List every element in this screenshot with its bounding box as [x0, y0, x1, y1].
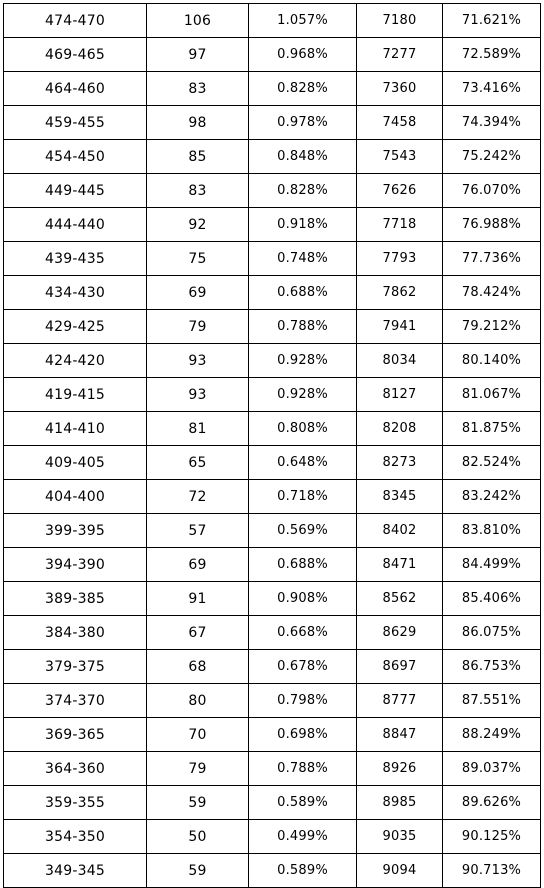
cumulative-count-cell: 7626 — [357, 174, 443, 208]
score-range-cell: 354-350 — [4, 820, 147, 854]
cumulative-percent-cell: 77.736% — [443, 242, 541, 276]
cumulative-count-cell: 7793 — [357, 242, 443, 276]
cumulative-count-cell: 8697 — [357, 650, 443, 684]
cumulative-count-cell: 7277 — [357, 38, 443, 72]
cumulative-percent-cell: 74.394% — [443, 106, 541, 140]
percent-cell: 0.828% — [249, 174, 357, 208]
count-cell: 75 — [147, 242, 249, 276]
score-range-cell: 349-345 — [4, 854, 147, 888]
percent-cell: 0.808% — [249, 412, 357, 446]
count-cell: 59 — [147, 854, 249, 888]
table-row — [4, 4, 541, 38]
cumulative-percent-cell: 81.067% — [443, 378, 541, 412]
score-range-cell: 384-380 — [4, 616, 147, 650]
score-range-cell: 414-410 — [4, 412, 147, 446]
score-range-cell: 399-395 — [4, 514, 147, 548]
cumulative-count-cell: 8034 — [357, 344, 443, 378]
count-cell: 93 — [147, 378, 249, 412]
score-range-cell: 369-365 — [4, 718, 147, 752]
table-row — [4, 378, 541, 412]
table-row — [4, 480, 541, 514]
score-range-cell: 444-440 — [4, 208, 147, 242]
percent-cell: 0.788% — [249, 310, 357, 344]
score-range-cell: 474-470 — [4, 4, 147, 38]
percent-cell: 0.688% — [249, 548, 357, 582]
percent-cell: 0.788% — [249, 752, 357, 786]
table-row — [4, 446, 541, 480]
percent-cell: 0.928% — [249, 378, 357, 412]
score-distribution-table-container — [3, 3, 540, 888]
cumulative-percent-cell: 71.621% — [443, 4, 541, 38]
cumulative-count-cell: 8345 — [357, 480, 443, 514]
count-cell: 79 — [147, 752, 249, 786]
table-row — [4, 208, 541, 242]
cumulative-count-cell: 8629 — [357, 616, 443, 650]
table-row — [4, 854, 541, 888]
score-range-cell: 374-370 — [4, 684, 147, 718]
table-row — [4, 548, 541, 582]
cumulative-count-cell: 7862 — [357, 276, 443, 310]
count-cell: 70 — [147, 718, 249, 752]
count-cell: 83 — [147, 174, 249, 208]
score-range-cell: 449-445 — [4, 174, 147, 208]
count-cell: 91 — [147, 582, 249, 616]
table-row — [4, 344, 541, 378]
percent-cell: 0.668% — [249, 616, 357, 650]
percent-cell: 0.718% — [249, 480, 357, 514]
table-row — [4, 38, 541, 72]
table-row — [4, 140, 541, 174]
cumulative-count-cell: 7180 — [357, 4, 443, 38]
cumulative-percent-cell: 86.753% — [443, 650, 541, 684]
cumulative-count-cell: 8926 — [357, 752, 443, 786]
score-distribution-table — [3, 3, 541, 888]
cumulative-percent-cell: 72.589% — [443, 38, 541, 72]
count-cell: 69 — [147, 548, 249, 582]
count-cell: 98 — [147, 106, 249, 140]
cumulative-count-cell: 7458 — [357, 106, 443, 140]
cumulative-percent-cell: 84.499% — [443, 548, 541, 582]
cumulative-percent-cell: 85.406% — [443, 582, 541, 616]
table-row — [4, 752, 541, 786]
percent-cell: 0.918% — [249, 208, 357, 242]
percent-cell: 0.499% — [249, 820, 357, 854]
cumulative-count-cell: 8127 — [357, 378, 443, 412]
score-range-cell: 439-435 — [4, 242, 147, 276]
cumulative-percent-cell: 81.875% — [443, 412, 541, 446]
cumulative-percent-cell: 78.424% — [443, 276, 541, 310]
cumulative-percent-cell: 79.212% — [443, 310, 541, 344]
count-cell: 57 — [147, 514, 249, 548]
cumulative-count-cell: 9035 — [357, 820, 443, 854]
score-range-cell: 394-390 — [4, 548, 147, 582]
percent-cell: 0.698% — [249, 718, 357, 752]
count-cell: 85 — [147, 140, 249, 174]
cumulative-percent-cell: 80.140% — [443, 344, 541, 378]
table-row — [4, 650, 541, 684]
count-cell: 81 — [147, 412, 249, 446]
count-cell: 79 — [147, 310, 249, 344]
table-row — [4, 106, 541, 140]
cumulative-count-cell: 9094 — [357, 854, 443, 888]
table-row — [4, 718, 541, 752]
score-range-cell: 379-375 — [4, 650, 147, 684]
score-range-cell: 424-420 — [4, 344, 147, 378]
percent-cell: 0.928% — [249, 344, 357, 378]
cumulative-count-cell: 8402 — [357, 514, 443, 548]
percent-cell: 0.688% — [249, 276, 357, 310]
percent-cell: 0.798% — [249, 684, 357, 718]
score-range-cell: 404-400 — [4, 480, 147, 514]
percent-cell: 0.978% — [249, 106, 357, 140]
count-cell: 65 — [147, 446, 249, 480]
cumulative-percent-cell: 73.416% — [443, 72, 541, 106]
cumulative-percent-cell: 76.988% — [443, 208, 541, 242]
count-cell: 67 — [147, 616, 249, 650]
cumulative-count-cell: 7360 — [357, 72, 443, 106]
count-cell: 106 — [147, 4, 249, 38]
count-cell: 68 — [147, 650, 249, 684]
score-range-cell: 459-455 — [4, 106, 147, 140]
score-range-cell: 464-460 — [4, 72, 147, 106]
table-row — [4, 242, 541, 276]
cumulative-percent-cell: 83.810% — [443, 514, 541, 548]
table-row — [4, 616, 541, 650]
cumulative-percent-cell: 83.242% — [443, 480, 541, 514]
score-range-cell: 469-465 — [4, 38, 147, 72]
percent-cell: 0.748% — [249, 242, 357, 276]
cumulative-count-cell: 7543 — [357, 140, 443, 174]
cumulative-percent-cell: 87.551% — [443, 684, 541, 718]
score-range-cell: 389-385 — [4, 582, 147, 616]
table-row — [4, 412, 541, 446]
table-row — [4, 582, 541, 616]
cumulative-count-cell: 7941 — [357, 310, 443, 344]
percent-cell: 0.569% — [249, 514, 357, 548]
table-row — [4, 514, 541, 548]
percent-cell: 0.848% — [249, 140, 357, 174]
percent-cell: 0.908% — [249, 582, 357, 616]
cumulative-count-cell: 8273 — [357, 446, 443, 480]
cumulative-count-cell: 8985 — [357, 786, 443, 820]
count-cell: 50 — [147, 820, 249, 854]
count-cell: 72 — [147, 480, 249, 514]
cumulative-percent-cell: 89.626% — [443, 786, 541, 820]
table-row — [4, 786, 541, 820]
cumulative-percent-cell: 76.070% — [443, 174, 541, 208]
count-cell: 92 — [147, 208, 249, 242]
count-cell: 59 — [147, 786, 249, 820]
cumulative-count-cell: 8471 — [357, 548, 443, 582]
percent-cell: 0.828% — [249, 72, 357, 106]
count-cell: 80 — [147, 684, 249, 718]
score-range-cell: 359-355 — [4, 786, 147, 820]
percent-cell: 0.648% — [249, 446, 357, 480]
count-cell: 97 — [147, 38, 249, 72]
percent-cell: 1.057% — [249, 4, 357, 38]
percent-cell: 0.968% — [249, 38, 357, 72]
count-cell: 83 — [147, 72, 249, 106]
score-range-cell: 454-450 — [4, 140, 147, 174]
cumulative-count-cell: 8562 — [357, 582, 443, 616]
cumulative-count-cell: 8208 — [357, 412, 443, 446]
cumulative-count-cell: 8847 — [357, 718, 443, 752]
score-range-cell: 434-430 — [4, 276, 147, 310]
cumulative-percent-cell: 86.075% — [443, 616, 541, 650]
table-row — [4, 174, 541, 208]
percent-cell: 0.678% — [249, 650, 357, 684]
score-range-cell: 409-405 — [4, 446, 147, 480]
cumulative-percent-cell: 90.713% — [443, 854, 541, 888]
percent-cell: 0.589% — [249, 854, 357, 888]
cumulative-percent-cell: 90.125% — [443, 820, 541, 854]
cumulative-percent-cell: 88.249% — [443, 718, 541, 752]
table-row — [4, 72, 541, 106]
cumulative-percent-cell: 82.524% — [443, 446, 541, 480]
table-row — [4, 820, 541, 854]
table-body — [4, 4, 541, 888]
count-cell: 69 — [147, 276, 249, 310]
cumulative-percent-cell: 89.037% — [443, 752, 541, 786]
table-row — [4, 276, 541, 310]
percent-cell: 0.589% — [249, 786, 357, 820]
table-row — [4, 684, 541, 718]
count-cell: 93 — [147, 344, 249, 378]
score-range-cell: 419-415 — [4, 378, 147, 412]
table-row — [4, 310, 541, 344]
score-range-cell: 429-425 — [4, 310, 147, 344]
cumulative-count-cell: 8777 — [357, 684, 443, 718]
cumulative-percent-cell: 75.242% — [443, 140, 541, 174]
score-range-cell: 364-360 — [4, 752, 147, 786]
cumulative-count-cell: 7718 — [357, 208, 443, 242]
